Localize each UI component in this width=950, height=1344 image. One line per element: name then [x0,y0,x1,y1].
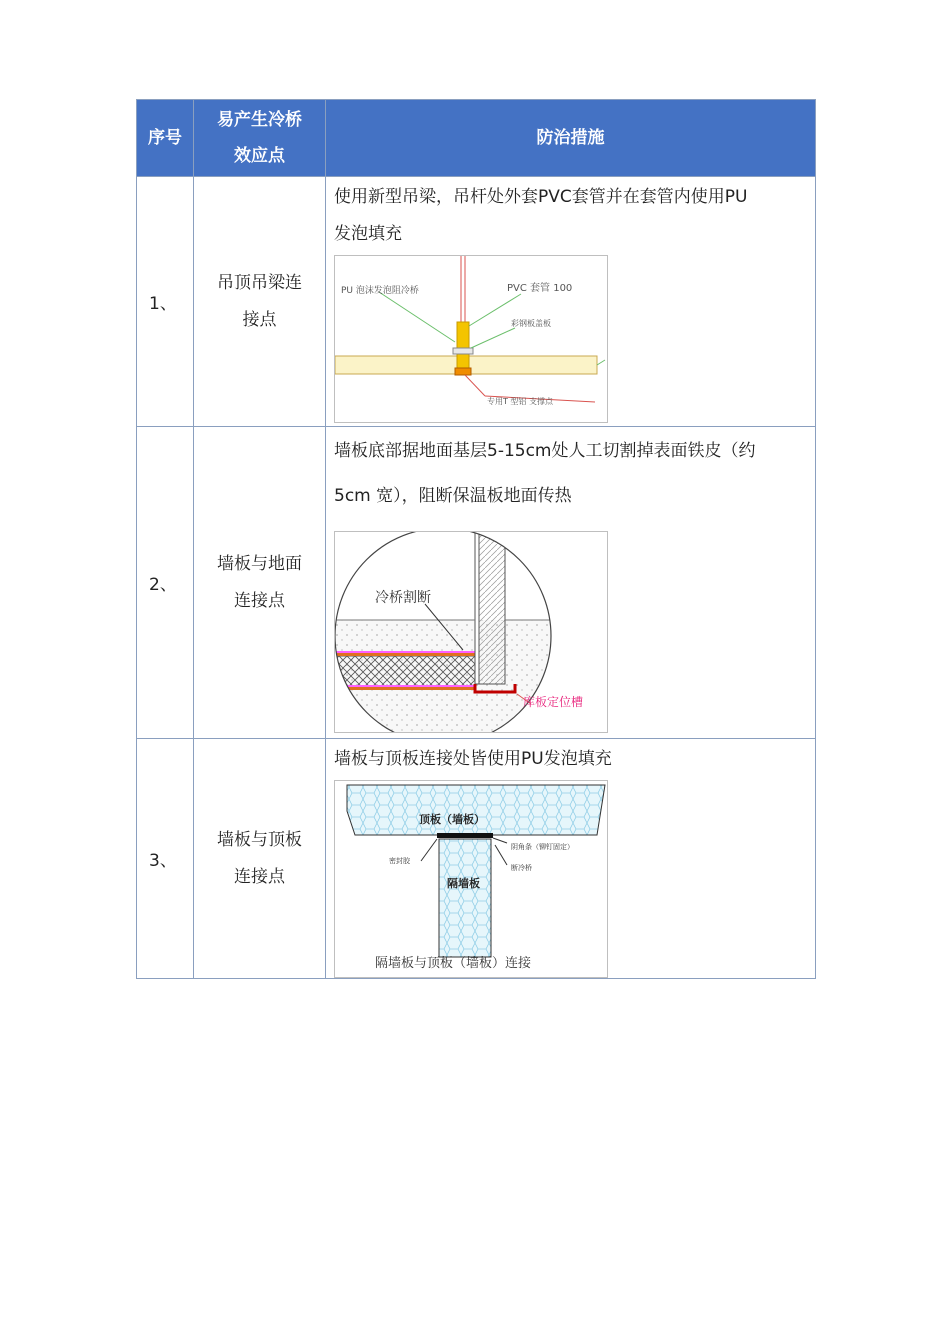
measure-line: 墙板与顶板连接处皆使用PU发泡填充 [334,749,612,769]
floor-figure [334,531,608,733]
header-measure: 防治措施 [326,100,816,177]
table-header-row [137,100,816,177]
row-num: 2、 [137,427,194,739]
point-line: 接点 [242,309,277,330]
leader-line [421,839,437,861]
row-measure [326,739,816,979]
row-num: 1、 [137,177,194,427]
point-line: 墙板与顶板 [217,829,302,850]
point-line: 连接点 [234,590,285,611]
measure-line: 使用新型吊梁，吊杆处外套PVC套管并在套管内使用PU [334,187,748,207]
label-groove: 库板定位槽 [523,695,584,709]
leader-line [495,845,507,865]
row-point [194,739,326,979]
measure-line: 墙板底部据地面基层5-15cm处人工切割掉表面铁皮（约 [334,441,756,461]
point-line: 连接点 [234,866,285,887]
panel-arrow [597,360,605,365]
cover-plate [453,348,473,354]
leader-line [379,292,455,342]
cold-bridge-table [136,99,816,979]
label-pvc: PVC 套管 100 [507,283,573,294]
row-point [194,177,326,427]
measure-line: 5cm 宽），阻断保温板地面传热 [334,486,572,506]
label-bottom: 专用T 型铝 支撑点 [487,397,553,406]
hanger-figure [334,255,608,423]
row-measure [326,177,816,427]
label-top: 顶板（墙板） [419,813,485,826]
label-corner: 阴角条（铆钉固定） [511,843,574,851]
row-point [194,427,326,739]
leader-line [471,328,515,348]
table-row [137,177,816,427]
label-cut: 冷桥割断 [375,590,431,606]
pvc-sleeve [457,322,469,368]
label-break: 断冷桥 [511,864,532,872]
table-row [137,427,816,739]
header-num: 序号 [137,100,194,177]
point-line: 墙板与地面 [217,553,302,574]
figure-caption: 隔墙板与顶板（墙板）连接 [375,956,532,971]
row-measure [326,427,816,739]
ceiling-figure [334,780,608,978]
label-pu: PU 泡沫发泡阻冷桥 [341,286,419,296]
header-point-line1: 易产生冷桥 [217,110,302,130]
header-point [194,100,326,177]
header-point-line2: 效应点 [234,146,285,166]
wall-panel [479,532,505,684]
label-partition: 隔墙板 [447,877,480,890]
measure-line: 发泡填充 [334,224,402,244]
row-num: 3、 [137,739,194,979]
cold-break-strip [437,833,493,838]
table-row [137,739,816,979]
leader-line [493,838,507,843]
label-plate: 彩钢板盖板 [511,319,551,328]
insulation-layer [335,656,475,686]
point-line: 吊顶吊梁连 [217,272,302,293]
leader-line [465,375,485,396]
t-support [455,368,471,375]
label-seal: 密封胶 [389,857,410,865]
